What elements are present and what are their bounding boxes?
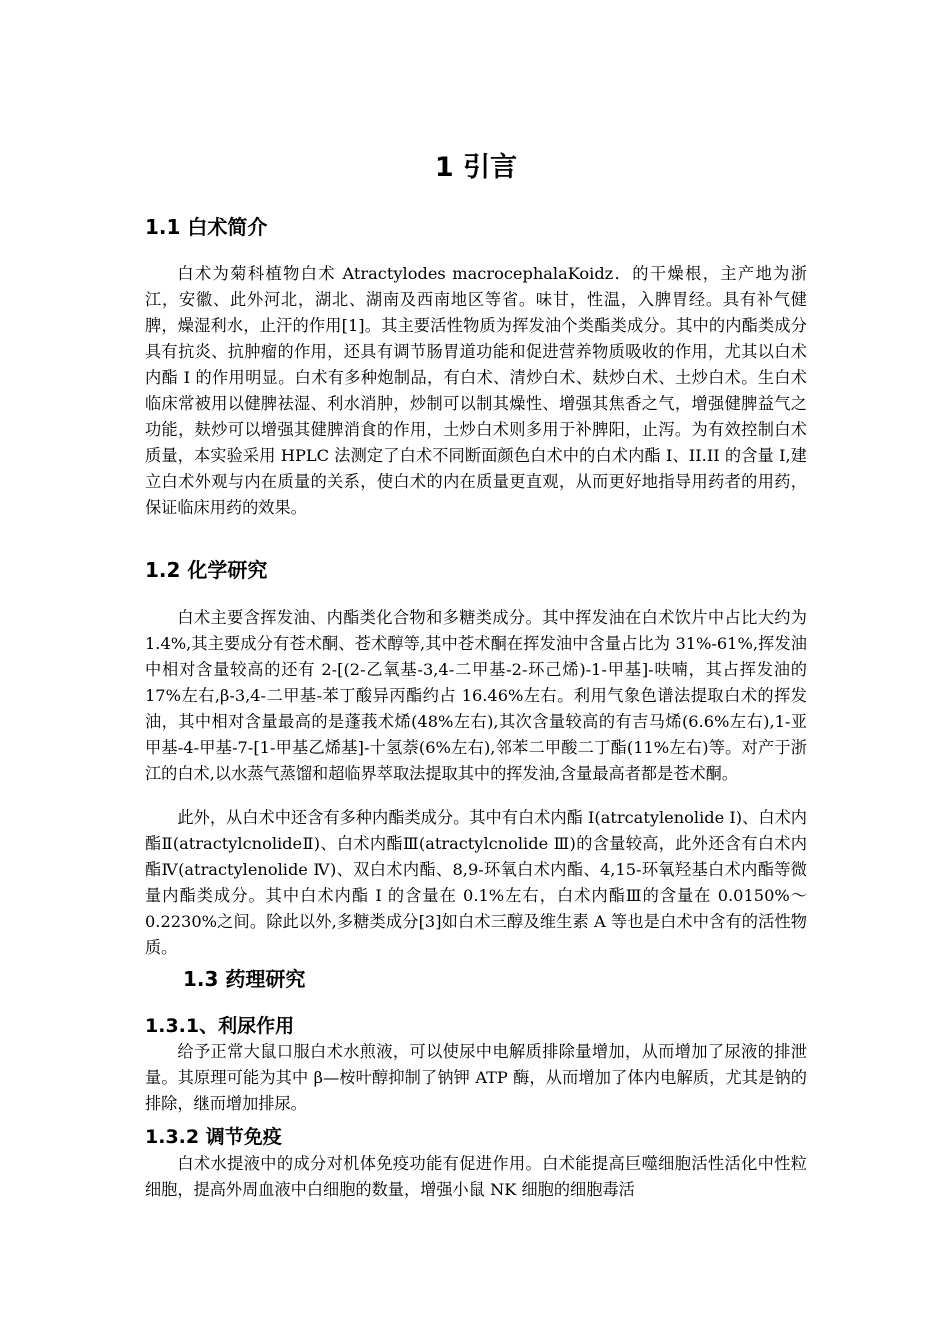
- paragraph-immunity: 白术水提液中的成分对机体免疫功能有促进作用。白术能提高巨噬细胞活性活化中性粒细胞，提高外周血液中白细胞的数量，增强小鼠 NK 细胞的细胞毒活: [145, 1154, 807, 1199]
- chapter-title: 1 引言: [434, 152, 518, 183]
- section-heading-1-1: 1.1 白术简介: [145, 215, 268, 239]
- paragraph-chemistry-1: 白术主要含挥发油、内酯类化合物和多糖类成分。其中挥发油在白术饮片中占比大约为 1.4%,其主要成分有苍术酮、苍术醇等,其中苍术酮在挥发油中含量占比为 31%-61%,挥发油中相对含量较高的还有 2-[(2-乙氧基-3,4-二甲基-2-环己烯)-1-甲基]-呋喃，其占挥发油的 17%左右,β-3,4-二甲基-苯丁酸异丙酯约占 16.46%左右。利用气象色谱法提取白术的挥发油，其中相对含量最高的是蓬莪术烯(48%左右),其次含量较高的有吉马烯(6.6%左右),1-亚甲基-4-甲基-7-[1-甲基乙烯基]-十氢萘(6%左右),邻苯二甲酸二丁酯(11%左右)等。对产于浙江的白术,以水蒸气蒸馏和超临界萃取法提取其中的挥发油,含量最高者都是苍术酮。: [145, 608, 807, 783]
- section-heading-1-3: 1.3 药理研究: [183, 967, 306, 991]
- subsection-heading-1-3-2: 1.3.2 调节免疫: [145, 1126, 282, 1148]
- subsection-heading-1-3-1: 1.3.1、利尿作用: [145, 1015, 295, 1037]
- paragraph-chemistry-2: 此外，从白术中还含有多种内酯类成分。其中有白术内酯 I(atrcatylenolide Ⅰ)、白术内酯Ⅱ(atractylcnolideⅡ)、白术内酯Ⅲ(atractylcnolide Ⅲ)的含量较高，此外还含有白术内酯Ⅳ(atractylenolide Ⅳ)、双白术内酯、8,9-环氧白术内酯、4,15-环氧羟基白术内酯等微量内酯类成分。其中白术内酯 I 的含量在 0.1%左右，白术内酯Ⅲ的含量在 0.0150%～0.2230%之间。除此以外,多糖类成分[3]如白术三醇及维生素 A 等也是白术中含有的活性物质。: [145, 808, 807, 957]
- section-heading-1-2: 1.2 化学研究: [145, 558, 268, 582]
- paragraph-diuretic: 给予正常大鼠口服白术水煎液，可以使尿中电解质排除量增加，从而增加了尿液的排泄量。其原理可能为其中 β—桉叶醇抑制了钠钾 ATP 酶，从而增加了体内电解质，尤其是钠的排除，继而增加排尿。: [145, 1042, 807, 1113]
- paragraph-intro: 白术为菊科植物白术 Atractylodes macrocephalaKoidz．的干燥根，主产地为浙江，安徽、此外河北，湖北、湖南及西南地区等省。味甘，性温，入脾胃经。具有补气健脾，燥湿利水，止汗的作用[1]。其主要活性物质为挥发油个类酯类成分。其中的内酯类成分具有抗炎、抗肿瘤的作用，还具有调节肠胃道功能和促进营养物质吸收的作用，尤其以白术内酯 I 的作用明显。白术有多种炮制品，有白术、清炒白术、麸炒白术、土炒白术。生白术临床常被用以健脾祛湿、利水消肿，炒制可以制其燥性、增强其焦香之气，增强健脾益气之功能，麸炒可以增强其健脾消食的作用，土炒白术则多用于补脾阳，止泻。为有效控制白术质量，本实验采用 HPLC 法测定了白术不同断面颜色白术中的白术内酯 I、II.II 的含量 I,建立白术外观与内在质量的关系，使白术的内在质量更直观，从而更好地指导用药者的用药，保证临床用药的效果。: [145, 264, 807, 517]
